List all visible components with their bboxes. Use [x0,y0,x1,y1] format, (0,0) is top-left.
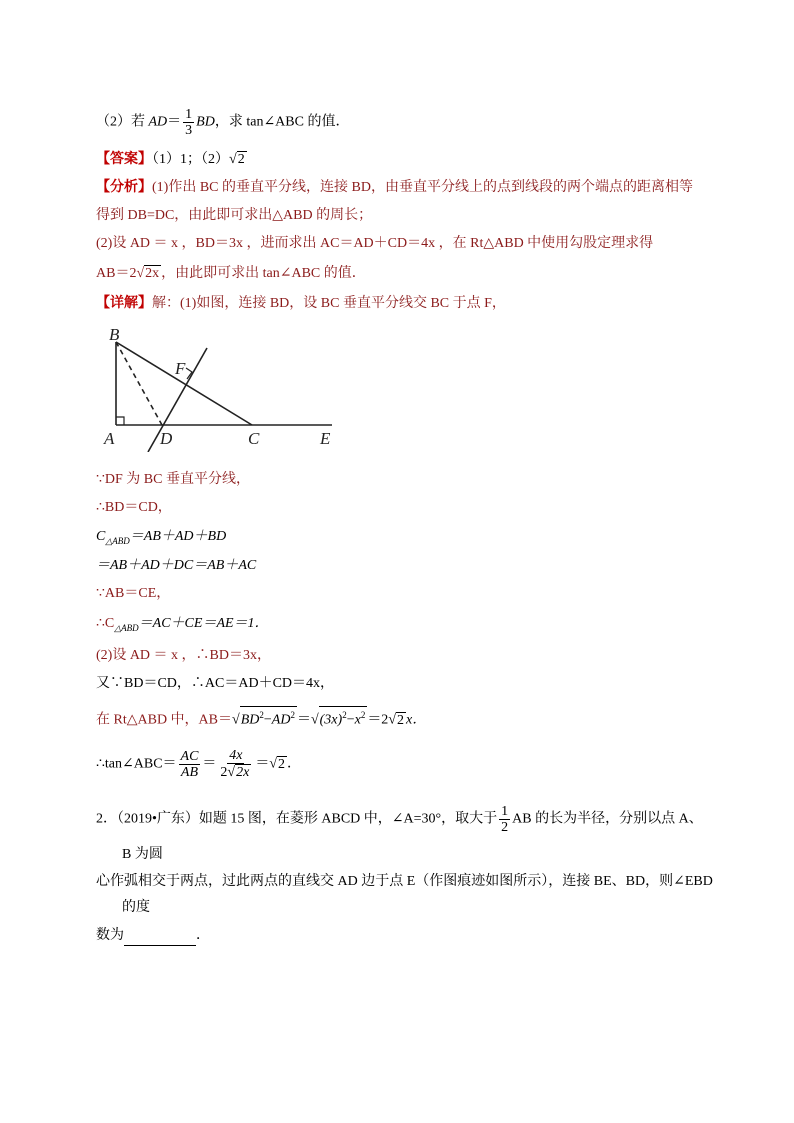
label-B: B [109,325,120,344]
analysis-line-4: AB＝2√2x ，由此即可求出 tan∠ABC 的值． [96,266,366,281]
label-F: F [175,359,186,378]
step-4: ＝AB＋AD＋DC＝AB＋AC [96,558,257,573]
label-E: E [320,429,331,448]
detail-intro-text: 解：(1)如图，连接 BD，设 BC 垂直平分线交 BC 于点 F， [152,296,506,311]
question-ask: ，求 tan∠ABC 的值． [214,114,350,130]
detail-intro [96,294,506,314]
step-2: ∴BD＝CD， [96,500,172,515]
analysis-line-1 [96,178,693,198]
step-8: 又∵BD＝CD，∴AC＝AD＋CD＝4x， [96,676,335,691]
cond-lhs: AD [148,114,168,130]
q2-line-5: 数为 ． [96,926,210,946]
part2-label: （2）若 [96,114,145,130]
analysis-line-3: (2)设 AD ＝ x ，BD＝3x ，进而求出 AC＝AD＋CD＝4x ，在 Rt△ABD 中使用勾股定理求得 [96,236,654,251]
segment-BC [116,342,252,425]
step-7: (2)设 AD ＝ x ，∴BD＝3x， [96,648,271,663]
analysis-line-2: 得到 DB=DC，由此即可求出△ABD 的周长； [96,208,373,223]
label-A: A [104,429,115,448]
answer-tag: 【答案】 [96,152,152,167]
fraction: $\frac{1}{3}$ [185,107,193,138]
answer-text: （1）1；（2） [152,152,229,167]
step-10: ∴tan∠ABC＝ $\frac{AC}{AB}$ ＝ $\frac{4x}{2√2x}$ ＝√2 ． [96,748,302,780]
question-part2: （2）若 AD＝ $\frac{1}{3}$ BD，求 tan∠ABC 的值． [96,107,350,138]
segment-BD-dashed [116,342,162,425]
step-5: ∵AB＝CE， [96,586,171,601]
answer-sqrt: 2 [237,152,245,167]
label-D: D [160,429,173,448]
right-angle-A [116,417,124,425]
q2-line-4: 的度 [122,900,150,915]
step-1: ∵DF 为 BC 垂直平分线， [96,472,250,487]
step-9: 在 Rt△ABD 中，$AB=√BD^2-AD^2 =√(3x)^2-x^2 =2√2$ x． [96,706,426,731]
analysis-text-1: (1)作出 BC 的垂直平分线，连接 BD，由垂直平分线上的点到线段的两个端点的距离相等 [152,180,693,195]
q2-line-2: B 为圆 [122,847,163,862]
q2-line-3: 心作弧相交于两点，过此两点的直线交 AD 边于点 E（作图痕迹如图所示），连接 BE、BD，则∠EBD [96,874,713,889]
step-3: $C_{\triangle ABD}=AB+AD+BD$ [96,529,227,546]
answer-line: 【答案】（1）1；（2）√2 [96,152,245,167]
cond-rhs: BD [196,114,215,130]
detail-tag: 【详解】 [96,296,152,311]
q2-line-1: 2．（2019•广东）如题 15 图，在菱形 ABCD 中，∠A=30°，取大于 $\frac{1}{2}$ AB 的长为半径，分别以点 A、 [96,804,703,835]
answer-blank[interactable] [124,931,196,946]
geometry-figure [96,322,346,452]
analysis-tag: 【分析】 [96,180,152,195]
label-C: C [248,429,260,448]
step-6: $\therefore C_{\triangle ABD}=AC+CE=AE=1$． [96,616,269,633]
